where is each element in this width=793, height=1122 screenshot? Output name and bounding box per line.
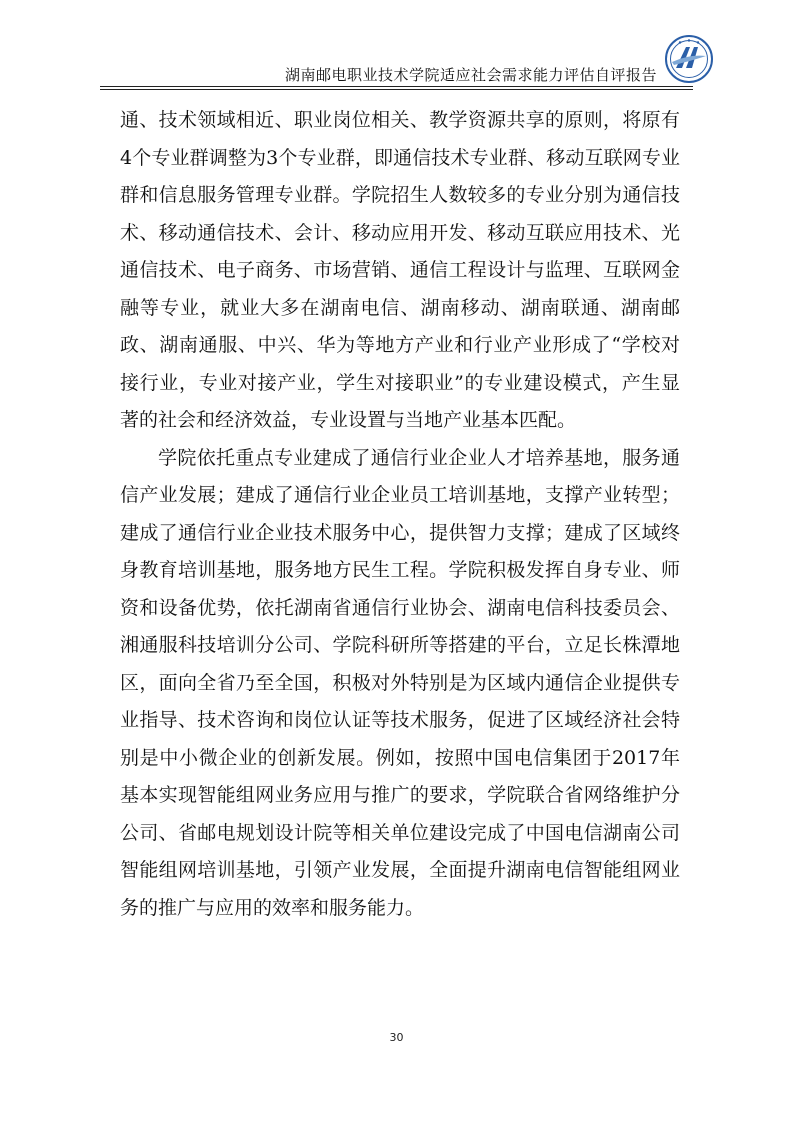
school-emblem-icon	[664, 34, 714, 84]
page-header	[0, 0, 793, 96]
header-title: 湖南邮电职业技术学院适应社会需求能力评估自评报告	[284, 66, 657, 84]
page-number: 30	[389, 1031, 404, 1044]
report-body	[120, 102, 680, 927]
body-paragraph-1: 通、技术领域相近、职业岗位相关、教学资源共享的原则，将原有4个专业群调整为3个专业群，即通信技术专业群、移动互联网专业群和信息服务管理专业群。学院招生人数较多的专业分别为通信技术、移动通信技术、会计、移动应用开发、移动互联应用技术、光通信技术、电子商务、市场营销、通信工程设计与监理、互联网金融等专业，就业大多在湖南电信、湖南移动、湖南联通、湖南邮政、湖南通服、中兴、华为等地方产业和行业产业形成了“学校对接行业，专业对接产业，学生对接职业”的专业建设模式，产生显著的社会和经济效益，专业设置与当地产业基本匹配。	[120, 109, 680, 431]
header-divider	[100, 86, 693, 87]
body-paragraph-2: 学院依托重点专业建成了通信行业企业人才培养基地，服务通信产业发展；建成了通信行业企业员工培训基地，支撑产业转型；建成了通信行业企业技术服务中心，提供智力支撑；建成了区域终身教育培训基地，服务地方民生工程。学院积极发挥自身专业、师资和设备优势，依托湖南省通信行业协会、湖南电信科技委员会、湘通服科技培训分公司、学院科研所等搭建的平台，立足长株潭地区，面向全省乃至全国，积极对外特别是为区域内通信企业提供专业指导、技术咨询和岗位认证等技术服务，促进了区域经济社会特别是中小微企业的创新发展。例如，按照中国电信集团于2017年基本实现智能组网业务应用与推广的要求，学院联合省网络维护分公司、省邮电规划设计院等相关单位建设完成了中国电信湖南公司智能组网培训基地，引领产业发展，全面提升湖南电信智能组网业务的推广与应用的效率和服务能力。	[120, 446, 680, 919]
header-divider-secondary	[100, 89, 693, 90]
